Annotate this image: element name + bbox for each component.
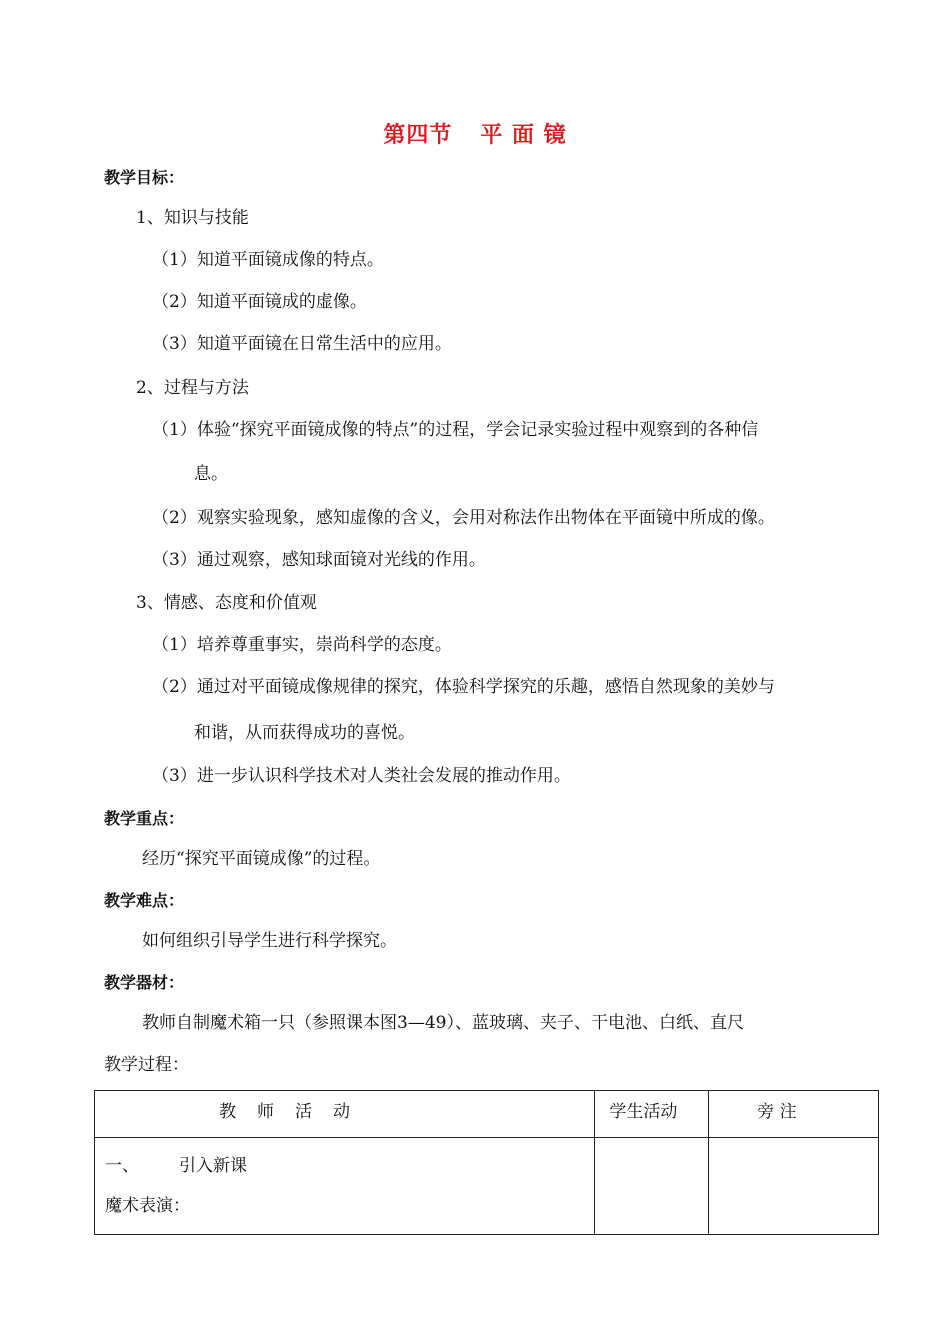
knowledge-label: 1、知识与技能 xyxy=(136,208,249,228)
header-teacher-activity: 教 师 活 动 xyxy=(95,1091,595,1138)
difficulty-text: 如何组织引导学生进行科学探究。 xyxy=(142,931,397,951)
section-title: 引入新课 xyxy=(179,1156,247,1176)
process-item-3: （3）通过观察，感知球面镜对光线的作用。 xyxy=(152,550,486,570)
section-number: 一、 xyxy=(105,1156,139,1176)
materials-text: 教师自制魔术箱一只（参照课本图3—49）、蓝玻璃、夹子、干电池、白纸、直尺 xyxy=(142,1013,744,1033)
process-item-2: （2）观察实验现象，感知虚像的含义，会用对称法作出物体在平面镜中所成的像。 xyxy=(152,508,775,528)
knowledge-item-2: （2）知道平面镜成的虚像。 xyxy=(152,292,367,312)
page-title xyxy=(0,118,950,149)
difficulty-heading: 教学难点： xyxy=(104,891,185,910)
emotion-item-2: （2）通过对平面镜成像规律的探究，体验科学探究的乐趣，感悟自然现象的美妙与 xyxy=(152,677,775,697)
section-line xyxy=(105,1146,594,1186)
knowledge-item-1: （1）知道平面镜成像的特点。 xyxy=(152,250,384,270)
process-label: 2、过程与方法 xyxy=(136,378,249,398)
header-student-activity: 学生活动 xyxy=(595,1091,709,1138)
emotion-item-3: （3）进一步认识科学技术对人类社会发展的推动作用。 xyxy=(152,766,571,786)
objectives-heading: 教学目标： xyxy=(104,168,185,187)
materials-heading: 教学器材： xyxy=(104,973,185,992)
emotion-item-2-cont: 和谐，从而获得成功的喜悦。 xyxy=(194,723,415,743)
magic-show-line: 魔术表演： xyxy=(105,1196,190,1216)
emotion-item-1: （1）培养尊重事实，崇尚科学的态度。 xyxy=(152,635,452,655)
table-header-row xyxy=(95,1091,879,1138)
process-item-1-cont: 息。 xyxy=(194,464,228,484)
process-heading: 教学过程： xyxy=(104,1055,189,1075)
header-notes: 旁 注 xyxy=(709,1091,879,1138)
student-activity-cell xyxy=(595,1138,709,1235)
notes-cell xyxy=(709,1138,879,1235)
title-section: 第四节 xyxy=(383,123,453,148)
key-point-text: 经历“探究平面镜成像”的过程。 xyxy=(142,849,381,869)
process-item-1: （1）体验“探究平面镜成像的特点”的过程，学会记录实验过程中观察到的各种信 xyxy=(152,420,759,440)
key-point-heading: 教学重点： xyxy=(104,809,185,828)
knowledge-item-3: （3）知道平面镜在日常生活中的应用。 xyxy=(152,334,452,354)
teaching-process-table xyxy=(94,1090,879,1235)
table-row xyxy=(95,1138,879,1235)
title-topic: 平 面 镜 xyxy=(480,123,567,148)
emotion-label: 3、情感、态度和价值观 xyxy=(136,593,317,613)
teacher-activity-cell xyxy=(95,1138,595,1235)
